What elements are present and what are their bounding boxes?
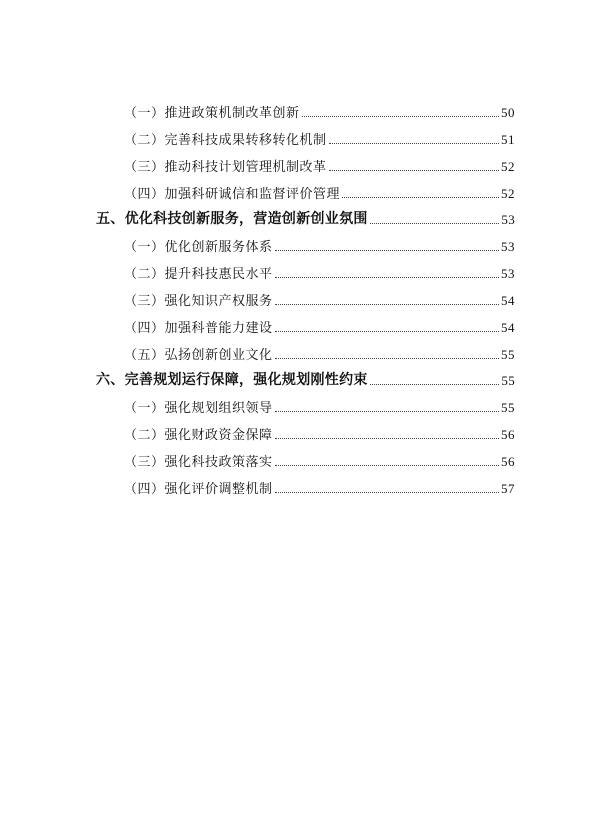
- dot-leader: [302, 115, 499, 117]
- toc-entry-title: （三）强化知识产权服务: [124, 294, 273, 309]
- toc-entry-title: （一）优化创新服务体系: [124, 240, 273, 255]
- toc-entry[interactable]: [124, 343, 515, 363]
- toc-entry-page: 55: [501, 347, 515, 362]
- toc-entry-title: （二）提升科技惠民水平: [124, 267, 273, 282]
- toc-entry[interactable]: [124, 396, 515, 416]
- toc-entry-page: 53: [501, 266, 515, 281]
- toc-entry[interactable]: [124, 235, 515, 255]
- toc-entry-page: 50: [501, 105, 515, 120]
- toc-entry-title: （四）加强科研诚信和监督评价管理: [124, 187, 341, 202]
- toc-entry-title: （一）推进政策机制改革创新: [124, 106, 300, 121]
- toc-entry-page: 51: [501, 132, 515, 147]
- toc-entry[interactable]: [124, 316, 515, 336]
- toc-entry[interactable]: [124, 477, 515, 497]
- toc-entry[interactable]: [124, 101, 515, 121]
- dot-leader: [329, 169, 499, 171]
- toc-entry[interactable]: [124, 289, 515, 309]
- dot-leader: [275, 330, 499, 332]
- toc-entry-page: 52: [501, 159, 515, 174]
- toc-entry-title: 五、优化科技创新服务，营造创新创业氛围: [96, 211, 368, 227]
- toc-entry-title: （三）推动科技计划管理机制改革: [124, 160, 327, 175]
- toc-entry[interactable]: [124, 423, 515, 443]
- toc-entry-page: 53: [501, 239, 515, 254]
- dot-leader: [275, 357, 499, 359]
- toc-entry-page: 54: [501, 293, 515, 308]
- toc-entry-title: （二）完善科技成果转移转化机制: [124, 133, 327, 148]
- toc-section-heading[interactable]: [96, 369, 515, 389]
- toc-entry[interactable]: [124, 450, 515, 470]
- toc-entry-page: 55: [501, 373, 515, 388]
- toc-entry[interactable]: [124, 262, 515, 282]
- dot-leader: [275, 464, 499, 466]
- dot-leader: [329, 142, 499, 144]
- dot-leader: [275, 491, 499, 493]
- toc-entry[interactable]: [124, 182, 515, 202]
- dot-leader: [275, 303, 499, 305]
- toc-entry-page: 52: [501, 186, 515, 201]
- toc-entry-page: 56: [501, 454, 515, 469]
- toc-entry-title: （五）弘扬创新创业文化: [124, 348, 273, 363]
- toc-entry-page: 53: [501, 212, 515, 227]
- toc-entry-page: 56: [501, 427, 515, 442]
- dot-leader: [370, 222, 500, 224]
- dot-leader: [275, 276, 499, 278]
- toc-entry-page: 54: [501, 320, 515, 335]
- toc-entry-title: 六、完善规划运行保障，强化规划刚性约束: [96, 372, 368, 388]
- dot-leader: [342, 196, 499, 198]
- dot-leader: [275, 437, 499, 439]
- toc-entry-title: （一）强化规划组织领导: [124, 401, 273, 416]
- toc-entry-title: （三）强化科技政策落实: [124, 455, 273, 470]
- toc-entry-title: （四）强化评价调整机制: [124, 482, 273, 497]
- toc-entry-title: （二）强化财政资金保障: [124, 428, 273, 443]
- toc-entry-page: 55: [501, 400, 515, 415]
- dot-leader: [370, 383, 500, 385]
- dot-leader: [275, 410, 499, 412]
- toc-entry[interactable]: [124, 155, 515, 175]
- toc-entry-page: 57: [501, 481, 515, 496]
- toc-section-heading[interactable]: [96, 208, 515, 228]
- toc-entry-title: （四）加强科普能力建设: [124, 321, 273, 336]
- dot-leader: [275, 249, 499, 251]
- toc-entry[interactable]: [124, 128, 515, 148]
